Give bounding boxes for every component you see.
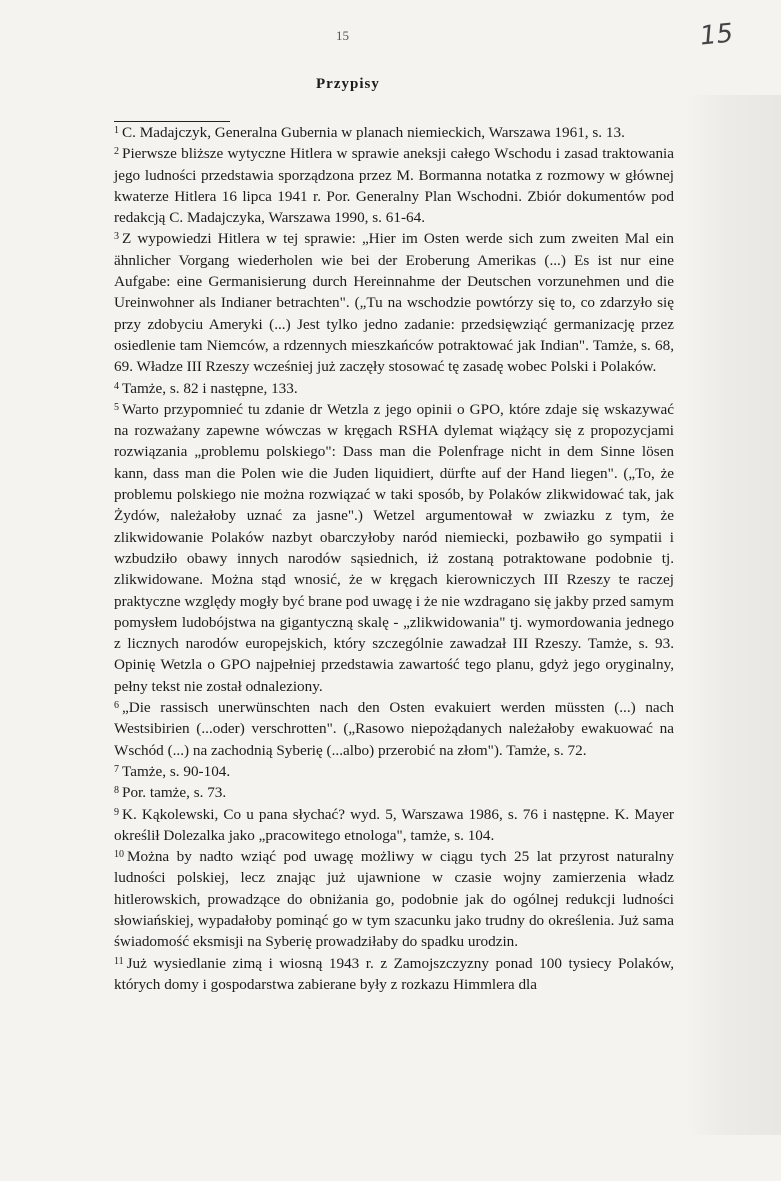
page-number: 15	[336, 28, 349, 43]
footnote-number: 4	[114, 380, 119, 392]
footnote-number: 6	[114, 700, 119, 712]
footnote	[114, 378, 674, 399]
footnote	[114, 143, 674, 228]
footnote	[114, 697, 674, 761]
footnote-text: K. Kąkolewski, Co u pana słychać? wyd. 5, Warszawa 1986, s. 76 i następne. K. Mayer określił Dolezalka jako „pracowitego etnologa", tamże, s. 104.	[114, 805, 674, 844]
footnote-number: 2	[114, 146, 119, 158]
footnote-number: 7	[114, 763, 119, 775]
footnote-text: Pierwsze bliższe wytyczne Hitlera w sprawie aneksji całego Wschodu i zasad traktowania jego ludności przedstawia sporządzona przez M. Bormanna notatka z rozmowy w głównej kwaterze Hitlera 16 lipca 1941 r. Por. Generalny Plan Wschodni. Zbiór dokumentów pod redakcją C. Madajczyka, Warszawa 1990, s. 61-64.	[114, 145, 674, 227]
footnote-text: „Die rassisch unerwünschten nach den Osten evakuiert werden müssten (...) nach Westsibirien (...oder) verschrotten". („Rasowo niepożądanych należałoby ewakuować na Wschód (...) na zachodnią Syberię (...albo) przerobić na złom"). Tamże, s. 72.	[114, 699, 674, 759]
footnote	[114, 399, 674, 697]
footnote	[114, 804, 674, 847]
footnote-number: 1	[114, 125, 119, 136]
section-heading: Przypisy	[316, 76, 380, 92]
page-edge-shadow	[686, 95, 781, 1135]
footnote-text: Tamże, s. 90-104.	[122, 762, 231, 780]
footnote-number: 9	[114, 806, 119, 818]
footnote-number: 10	[114, 849, 124, 861]
handwritten-page-number: 15	[698, 18, 735, 52]
footnote-number: 8	[114, 785, 119, 797]
footnote-text: Por. tamże, s. 73.	[122, 784, 227, 802]
footnote	[114, 782, 674, 803]
footnote	[114, 228, 674, 377]
footnote	[114, 761, 674, 782]
footnote-number: 5	[114, 401, 119, 413]
footnote-text: Już wysiedlanie zimą i wiosną 1943 r. z Zamojszczyzny ponad 100 tysiecy Polaków, których domy i gospodarstwa zabierane były z rozkazu Himmlera dla	[114, 954, 674, 993]
footnote	[114, 953, 674, 996]
footnotes-list	[114, 122, 674, 995]
footnote-text: Tamże, s. 82 i następne, 133.	[122, 379, 298, 397]
footnote-number: 11	[114, 955, 124, 967]
footnote	[114, 122, 674, 143]
footnote-text: Można by nadto wziąć pod uwagę możliwy w ciągu tych 25 lat przyrost naturalny ludności polskiej, lecz znając już ujawnione w czasie wojny zamierzenia władz hitlerowskich, prowadzące do obniżania go, podobnie jak do ogólnej redukcji ludności słowiańskiej, wypadałoby pominąć go w tym szacunku jako trudny do określenia. Już sama świadomość eksmisji na Syberię prowadziłaby do spadku urodzin.	[114, 848, 674, 951]
footnote-text: Warto przypomnieć tu zdanie dr Wetzla z jego opinii o GPO, które zdaje się wskazywać na rozważany zapewne wówczas w kręgach RSHA dylemat wiążący się z propozycjami rozwiązania „problemu polskiego": Dass man die Polenfrage nicht in dem Sinne lösen kann, dass man die Polen wie die Juden liquidiert, dürfte auf der Hand liegen". („To, że problemu polskiego nie można rozwiązać w taki sposób, by Polaków zlikwidować tak, jak Żydów, należałoby uznać za jasne".) Wetzel argumentował w zwiazku z tym, że zlikwidowanie Polaków nazbyt obarczyłoby naród niemiecki, pozbawiło go sympatii i wzbudziło obawy innych narodów sąsiednich, iż zostaną potraktowane podobnie tj. zlikwidowane. Można stąd wnosić, że w kręgach kierowniczych III Rzeszy te raczej praktyczne względy mogły być brane pod uwagę i że nie wzdragano się jakby przed samym pomysłem ludobójstwa na gigantyczną skalę - „zlikwidowania" tj. wymordowania jednego z licznych narodów europejskich, który szczególnie zawadzał III Rzeszy. Tamże, s. 93. Opinię Wetzla o GPO najpełniej przedstawia zawartość tego planu, gdyż jego oryginalny, pełny tekst nie został odnaleziony.	[114, 400, 674, 695]
footnote	[114, 846, 674, 952]
footnote-text: C. Madajczyk, Generalna Gubernia w planach niemieckich, Warszawa 1961, s. 13.	[122, 124, 625, 141]
footnote-number: 3	[114, 231, 119, 243]
footnote-text: Z wypowiedzi Hitlera w tej sprawie: „Hier im Osten werde sich zum zweiten Mal ein ähnlicher Vorgang wiederholen wie bei der Eroberung Amerikas (...) Es ist nur eine Aufgabe: eine Germanisierung durch Hereinnahme der Deutschen vorzunehmen und die Ureinwohner als Indianer betrachten". („Tu na wschodzie powtórzy się to, co zdarzyło się przy zdobyciu Ameryki (...) Jest tylko jedno zadanie: przedsięwziąć germanizację przez osiedlenie tam Niemców, a rdzennych mieszkańców potraktować jak Indian". Tamże, s. 68, 69. Władze III Rzeszy wcześniej już zaczęły stosować tę zasadę wobec Polski i Polaków.	[114, 230, 674, 376]
